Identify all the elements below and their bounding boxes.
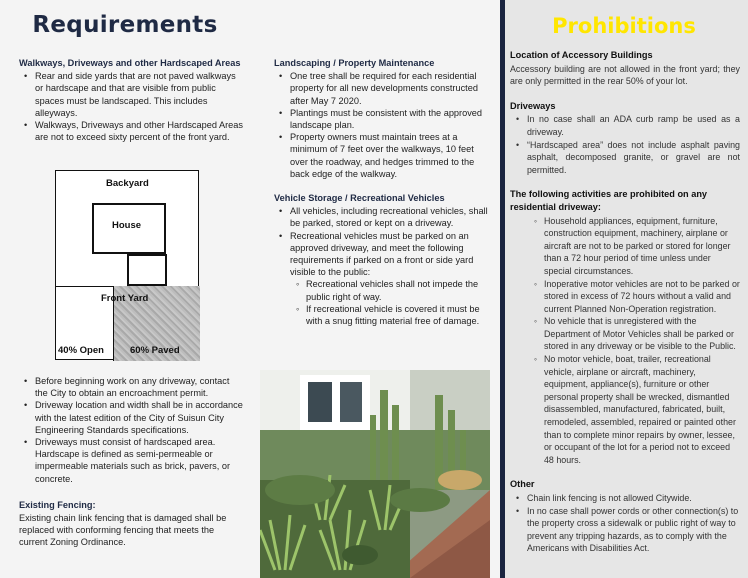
front-yard-divider: [56, 286, 113, 287]
prohibitions-title: Prohibitions: [552, 14, 696, 38]
list-item: • In no case shall an ADA curb ramp be used as a driveway.: [510, 113, 740, 138]
fencing-heading: Existing Fencing:: [19, 499, 96, 510]
driveway-list: [19, 375, 244, 485]
landscape-photo: [260, 370, 490, 578]
walkways-list: [19, 70, 244, 143]
prohibitions-panel: [500, 0, 748, 578]
garage-outline: [127, 254, 167, 286]
walkways-heading: Walkways, Driveways and other Hardscaped Areas: [19, 58, 241, 68]
list-item: ◦ No vehicle that is unregistered with the Department of Motor Vehicles shall be parked or stored in any driveway or be visible to the Public.: [510, 315, 740, 353]
list-item: • All vehicles, including recreational vehicles, shall be parked, stored or kept on a driveway.: [274, 205, 492, 229]
list-item: • Plantings must be consistent with the approved landscape plan.: [274, 107, 492, 131]
landscaping-list: [274, 70, 492, 180]
list-item: • One tree shall be required for each residential property for all new developments constructed after May 7 2020.: [274, 70, 492, 107]
landscaping-heading: Landscaping / Property Maintenance: [274, 58, 435, 68]
paved-percent-label: 60% Paved: [130, 345, 180, 356]
front-yard-diagram: [55, 170, 199, 360]
list-item: ◦ Inoperative motor vehicles are not to be parked or stored in excess of 72 hours without a valid and current Planned Non-Operation registration.: [510, 278, 740, 316]
prohibitions-column: [510, 49, 740, 555]
front-yard-label: Front Yard: [101, 293, 149, 304]
list-item: ◦ If recreational vehicle is covered it must be with a snug fitting material free of damage.: [274, 303, 492, 327]
house-outline: [92, 203, 166, 254]
other-list: [510, 492, 740, 555]
house-label: House: [112, 220, 142, 231]
list-item: • Before beginning work on any driveway, contact the City to obtain an encroachment permit.: [19, 375, 244, 399]
requirements-column-1-lower: [19, 375, 244, 549]
list-item: • Driveway location and width shall be in accordance with the latest edition of the City of Suisun City Engineering Standards specifications.: [19, 399, 244, 436]
list-item: • Driveways must consist of hardscaped area. Hardscape is defined as semi-permeable or impermeable materials such as brick, pavers, or concrete.: [19, 436, 244, 485]
prohibited-driveways-list: [510, 113, 740, 176]
activities-list: [510, 215, 740, 467]
list-item: • Recreational vehicles must be parked on an approved driveway, and meet the following requirements if parked on a front or side yard visible to the public:: [274, 230, 492, 279]
list-item: ◦ No motor vehicle, boat, trailer, recreational vehicle, airplane or aircraft, machinery, equipment, appliance(s), furniture or other personal property shall be wrecked, dismantled disassembled, manufactured, fabricated, built, remodeled, assembled, repaired or painted other than to complete minor repairs by owner, lessee, or occupant of the lot for a period not to exceed 48 hours.: [510, 353, 740, 466]
activities-heading: The following activities are prohibited on any residential driveway:: [510, 189, 708, 212]
vehicles-heading: Vehicle Storage / Recreational Vehicles: [274, 193, 445, 204]
open-percent-label: 40% Open: [58, 345, 104, 356]
driveways-heading: Driveways: [510, 100, 556, 111]
fencing-text: Existing chain link fencing that is damaged shall be replaced with conforming fencing that meets the current Zoning Ordinance.: [19, 513, 227, 548]
list-item: • Walkways, Driveways and other Hardscaped Areas are not to exceed sixty percent of the front yard.: [19, 119, 244, 143]
requirements-column-1: [19, 57, 244, 143]
list-item: ◦ Recreational vehicles shall not impede the public right of way.: [274, 278, 492, 302]
accessory-heading: Location of Accessory Buildings: [510, 50, 653, 60]
vehicles-sublist: [274, 278, 492, 327]
requirements-title: Requirements: [32, 12, 218, 38]
list-item: • Rear and side yards that are not paved walkways or hardscape and that are visible from public spaces must be landscaped. This includes alleyways.: [19, 70, 244, 119]
accessory-text: Accessory building are not allowed in the front yard; they are only permitted in the rear 50% of your lot.: [510, 63, 740, 87]
vehicles-list: [274, 205, 492, 278]
list-item: • In no case shall power cords or other connection(s) to the property cross a sidewalk or public right of way to prevent any tripping hazards, as to comply with the Americans with Disabilities Act.: [510, 505, 740, 555]
other-heading: Other: [510, 479, 535, 490]
list-item: • Chain link fencing is not allowed Citywide.: [510, 492, 740, 505]
list-item: • “Hardscaped area” does not include asphalt paving asphalt, decomposed granite, or gravel are not permitted.: [510, 139, 740, 177]
list-item: ◦ Household appliances, equipment, furniture, construction equipment, machinery, airplane or aircraft are not to be parked or stored for longer than a 72 hour period of time unless under special circumstances.: [510, 215, 740, 278]
requirements-column-2: [274, 57, 492, 327]
list-item: • Property owners must maintain trees at a minimum of 7 feet over the walkways, 10 feet over the roadway, and hedges trimmed to the back edge of the walkway.: [274, 131, 492, 180]
backyard-label: Backyard: [106, 178, 149, 189]
